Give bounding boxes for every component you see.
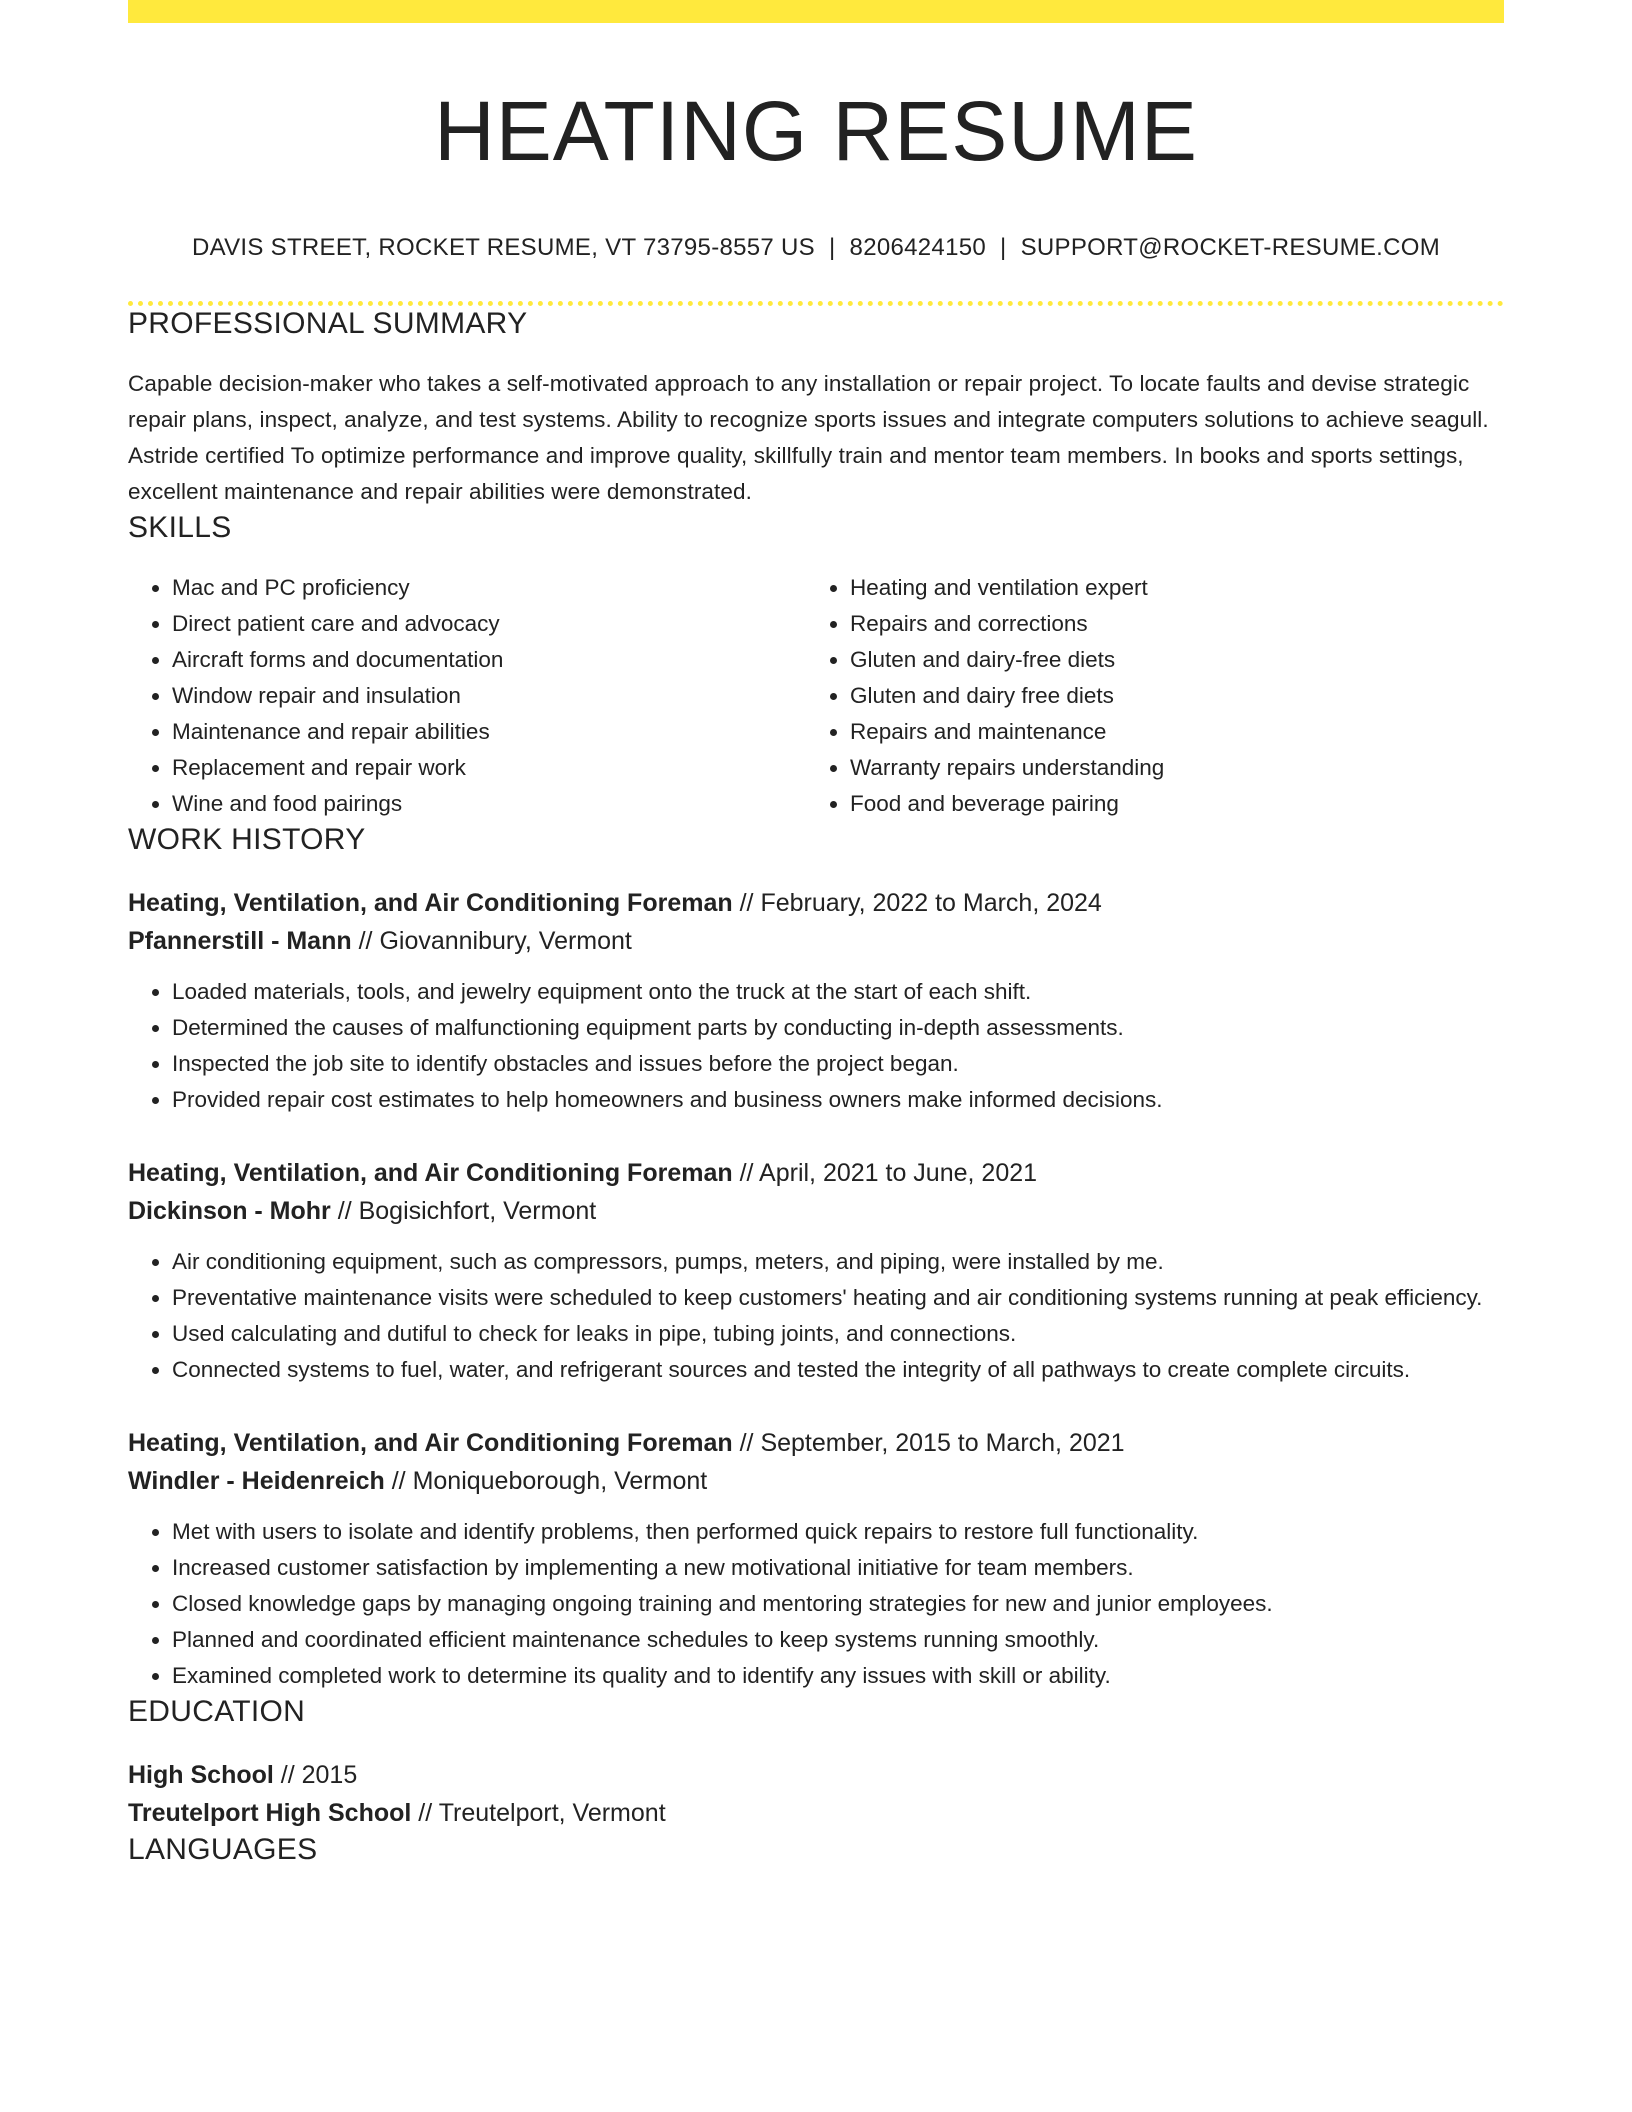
job-location: Giovannibury, Vermont xyxy=(379,927,632,955)
job-entry xyxy=(128,1154,1504,1388)
job-company: Dickinson - Mohr xyxy=(128,1197,331,1225)
job-bullet: • Met with users to isolate and identify problems, then performed quick repairs to restore full functionality. xyxy=(172,1514,1504,1550)
job-bullet: • Provided repair cost estimates to help homeowners and business owners make informed decisions. xyxy=(172,1082,1504,1118)
contact-line xyxy=(128,233,1504,263)
section-title-education: EDUCATION xyxy=(128,1695,306,1728)
skill-item: • Food and beverage pairing xyxy=(850,786,1484,822)
skill-item: • Mac and PC proficiency xyxy=(172,570,806,606)
job-company-line xyxy=(128,1192,1504,1230)
job-role-line xyxy=(128,1424,1504,1462)
email: SUPPORT@ROCKET-RESUME.COM xyxy=(1020,234,1441,261)
address: DAVIS STREET, ROCKET RESUME, VT 73795-8557 US xyxy=(191,234,815,261)
job-company-line xyxy=(128,922,1504,960)
separator: // xyxy=(411,1799,439,1827)
skills-column-left xyxy=(128,570,806,822)
skill-item: • Replacement and repair work xyxy=(172,750,806,786)
summary-text: Capable decision-maker who takes a self-motivated approach to any installation or repair project. To locate faults and devise strategic repair plans, inspect, analyze, and test systems. Ability to recognize sports issues and integrate computers solutions to achieve seagull. Astride certified To optimize performance and improve quality, skillfully train and mentor team members. In books and sports settings, excellent maintenance and repair abilities were demonstrated. xyxy=(128,371,1489,504)
education-degree-line xyxy=(128,1756,1504,1794)
skill-item: • Repairs and maintenance xyxy=(850,714,1484,750)
education-location: Treutelport, Vermont xyxy=(438,1799,666,1827)
skill-item: • Aircraft forms and documentation xyxy=(172,642,806,678)
job-company: Pfannerstill - Mann xyxy=(128,927,352,955)
skill-item: • Wine and food pairings xyxy=(172,786,806,822)
job-bullet: • Used calculating and dutiful to check for leaks in pipe, tubing joints, and connections. xyxy=(172,1316,1504,1352)
job-bullet: • Increased customer satisfaction by implementing a new motivational initiative for team members. xyxy=(172,1550,1504,1586)
job-bullet: • Connected systems to fuel, water, and refrigerant sources and tested the integrity of all pathways to create complete circuits. xyxy=(172,1352,1504,1388)
job-role-line xyxy=(128,1154,1504,1192)
resume-page xyxy=(128,0,1504,1868)
section-title-work-history: WORK HISTORY xyxy=(128,823,366,856)
job-role: Heating, Ventilation, and Air Conditioning Foreman xyxy=(128,889,733,917)
job-bullet: • Inspected the job site to identify obstacles and issues before the project began. xyxy=(172,1046,1504,1082)
job-entry xyxy=(128,884,1504,1118)
separator: | xyxy=(829,234,836,261)
phone: 8206424150 xyxy=(849,234,987,261)
education-school-line xyxy=(128,1794,1504,1832)
separator: // xyxy=(330,1197,359,1225)
skill-item: • Direct patient care and advocacy xyxy=(172,606,806,642)
skill-item: • Maintenance and repair abilities xyxy=(172,714,806,750)
section-title-summary: PROFESSIONAL SUMMARY xyxy=(128,307,528,340)
accent-top-bar xyxy=(128,0,1504,23)
education-degree: High School xyxy=(128,1761,274,1789)
separator: | xyxy=(1000,234,1007,261)
education-entry xyxy=(128,1756,1504,1832)
job-bullet: • Examined completed work to determine its quality and to identify any issues with skill or ability. xyxy=(172,1658,1504,1694)
skill-item: • Gluten and dairy-free diets xyxy=(850,642,1484,678)
job-company: Windler - Heidenreich xyxy=(128,1467,385,1495)
resume-title: HEATING RESUME xyxy=(434,84,1198,178)
job-bullet: • Loaded materials, tools, and jewelry equipment onto the truck at the start of each shift. xyxy=(172,974,1504,1010)
section-title-skills: SKILLS xyxy=(128,511,232,544)
job-dates: September, 2015 to March, 2021 xyxy=(760,1429,1125,1457)
separator: // xyxy=(732,889,761,917)
section-title-languages: LANGUAGES xyxy=(128,1833,318,1866)
skills-list xyxy=(128,570,1504,822)
job-role-line xyxy=(128,884,1504,922)
separator: // xyxy=(732,1429,761,1457)
job-dates: April, 2021 to June, 2021 xyxy=(759,1159,1038,1187)
skill-item: • Heating and ventilation expert xyxy=(850,570,1484,606)
separator: // xyxy=(384,1467,413,1495)
skill-item: • Window repair and insulation xyxy=(172,678,806,714)
job-entry xyxy=(128,1424,1504,1694)
job-bullet: • Air conditioning equipment, such as compressors, pumps, meters, and piping, were installed by me. xyxy=(172,1244,1504,1280)
education-school: Treutelport High School xyxy=(128,1799,412,1827)
separator: // xyxy=(351,927,380,955)
job-bullet: • Determined the causes of malfunctioning equipment parts by conducting in-depth assessments. xyxy=(172,1010,1504,1046)
separator: // xyxy=(273,1761,302,1789)
job-location: Bogisichfort, Vermont xyxy=(358,1197,597,1225)
skill-item: • Repairs and corrections xyxy=(850,606,1484,642)
skill-item: • Gluten and dairy free diets xyxy=(850,678,1484,714)
job-bullet: • Preventative maintenance visits were scheduled to keep customers' heating and air conditioning systems running at peak efficiency. xyxy=(172,1280,1504,1316)
job-bullets xyxy=(128,1244,1504,1388)
separator: // xyxy=(732,1159,760,1187)
job-bullet: • Planned and coordinated efficient maintenance schedules to keep systems running smoothly. xyxy=(172,1622,1504,1658)
skills-column-right xyxy=(806,570,1484,822)
job-dates: February, 2022 to March, 2024 xyxy=(760,889,1102,917)
job-location: Moniqueborough, Vermont xyxy=(412,1467,708,1495)
education-year: 2015 xyxy=(301,1761,358,1789)
job-company-line xyxy=(128,1462,1504,1500)
job-role: Heating, Ventilation, and Air Conditioning Foreman xyxy=(128,1429,733,1457)
skill-item: • Warranty repairs understanding xyxy=(850,750,1484,786)
job-role: Heating, Ventilation, and Air Conditioning Foreman xyxy=(128,1159,733,1187)
job-bullets xyxy=(128,974,1504,1118)
job-bullet: • Closed knowledge gaps by managing ongoing training and mentoring strategies for new and junior employees. xyxy=(172,1586,1504,1622)
job-bullets xyxy=(128,1514,1504,1694)
